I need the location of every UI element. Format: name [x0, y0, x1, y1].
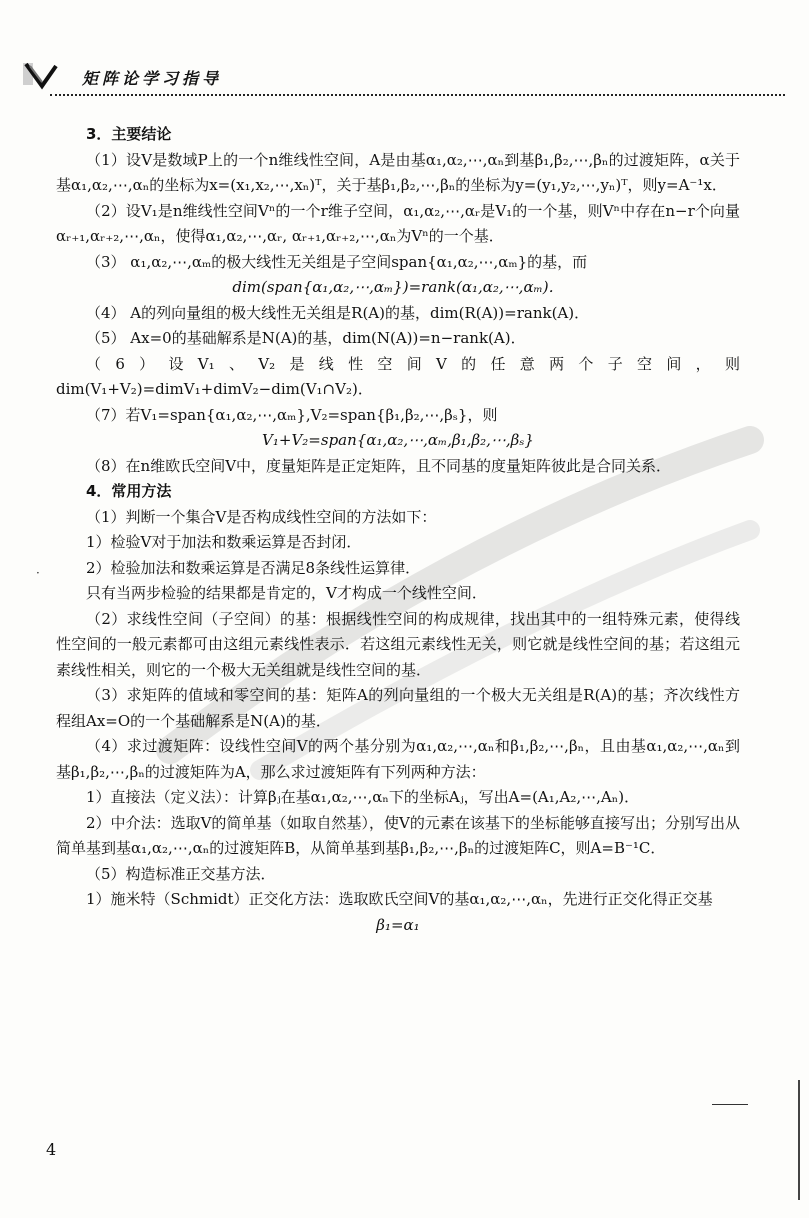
- paragraph: （2）设V₁是n维线性空间Vⁿ的一个r维子空间，α₁,α₂,⋯,αᵣ是V₁的一个基，则Vⁿ中存在n−r个向量αᵣ₊₁,αᵣ₊₂,⋯,αₙ，使得α₁,α₂,⋯,αᵣ, αᵣ₊₁,αᵣ₊₂,⋯,αₙ为Vⁿ的一个基．: [56, 201, 740, 245]
- running-header: [22, 58, 787, 94]
- paragraph: （4）求过渡矩阵：设线性空间V的两个基分别为α₁,α₂,⋯,αₙ和β₁,β₂,⋯,βₙ，且由基α₁,α₂,⋯,αₙ到基β₁,β₂,⋯,βₙ的过渡矩阵为A，那么求过渡矩阵有下列两种方法：: [56, 737, 740, 781]
- paragraph: （5） Ax=0的基础解系是N(A)的基，dim(N(A))=n−rank(A)．: [86, 329, 526, 347]
- book-logo-icon: [22, 60, 58, 90]
- page-number: 4: [46, 1140, 57, 1159]
- paragraph: （4） A的列向量组的极大线性无关组是R(A)的基，dim(R(A))=rank(A)．: [86, 303, 590, 322]
- paragraph: 1）检验V对于加法和数乘运算是否封闭．: [86, 533, 362, 551]
- paragraph: （3） α₁,α₂,⋯,αₘ的极大线性无关组是子空间span{α₁,α₂,⋯,αₘ}的基，而: [86, 252, 588, 271]
- paragraph: （1）判断一个集合V是否构成线性空间的方法如下：: [86, 507, 437, 526]
- section-heading: 3．主要结论: [86, 125, 172, 143]
- paragraph: 1）施米特（Schmidt）正交化方法：选取欧氏空间V的基α₁,α₂,⋯,αₙ，先进行正交化得正交基: [86, 890, 713, 908]
- page-edge-line: [798, 1080, 800, 1200]
- header-divider: [50, 94, 785, 96]
- paragraph: 2）检验加法和数乘运算是否满足8条线性运算律．: [86, 558, 421, 577]
- paragraph: （2）求线性空间（子空间）的基：根据线性空间的构成规律，找出其中的一组特殊元素，使得线性空间的一般元素都可由这组元素线性表示．若这组元素线性无关，则它就是线性空间的基；若这组元素线性相关，则它的一个极大无关组就是线性空间的基．: [56, 609, 740, 679]
- paragraph: 2）中介法：选取V的简单基（如取自然基），使V的元素在该基下的坐标能够直接写出；分别写出从简单基到基α₁,α₂,⋯,αₙ的过渡矩阵B，从简单基到基β₁,β₂,⋯,βₙ的过渡矩阵C，则A=B⁻¹C．: [56, 813, 740, 857]
- equation: dim(span{α₁,α₂,⋯,αₘ})=rank(α₁,α₂,⋯,αₘ)．: [232, 278, 564, 296]
- margin-mark: ·: [36, 566, 40, 580]
- paragraph: 1）直接法（定义法）：计算βⱼ在基α₁,α₂,⋯,αₙ下的坐标Aⱼ，写出A=(A₁,A₂,⋯,Aₙ)．: [86, 788, 640, 806]
- paragraph: （1）设V是数域P上的一个n维线性空间，A是由基α₁,α₂,⋯,αₙ到基β₁,β₂,⋯,βₙ的过渡矩阵，α关于基α₁,α₂,⋯,αₙ的坐标为x=(x₁,x₂,⋯,xₙ)ᵀ，关于基β₁,β₂,⋯,βₙ的坐标为y=(y₁,y₂,⋯,yₙ)ᵀ，则y=A⁻¹x．: [56, 150, 740, 194]
- paragraph: （3）求矩阵的值域和零空间的基：矩阵A的列向量组的一个极大无关组是R(A)的基；齐次线性方程组Ax=O的一个基础解系是N(A)的基．: [56, 686, 740, 730]
- margin-dash: [712, 1104, 748, 1105]
- paragraph: （7）若V₁=span{α₁,α₂,⋯,αₘ},V₂=span{β₁,β₂,⋯,βₛ}，则: [86, 405, 498, 424]
- section-heading: 4．常用方法: [86, 482, 172, 500]
- paragraph: （8）在n维欧氏空间V中，度量矩阵是正定矩阵，且不同基的度量矩阵彼此是合同关系．: [86, 456, 672, 475]
- paragraph: （6）设V₁、V₂是线性空间V的任意两个子空间，则dim(V₁+V₂)=dimV₁+dimV₂−dim(V₁∩V₂)．: [56, 354, 740, 398]
- equation: β₁=α₁: [376, 915, 420, 934]
- paragraph: （5）构造标准正交基方法．: [86, 864, 276, 883]
- page-content: [56, 122, 740, 938]
- header-title: 矩阵论学习指导: [82, 69, 223, 88]
- paragraph: 只有当两步检验的结果都是肯定的，V才构成一个线性空间．: [86, 584, 487, 602]
- equation: V₁+V₂=span{α₁,α₂,⋯,αₘ,β₁,β₂,⋯,βₛ}: [262, 431, 534, 449]
